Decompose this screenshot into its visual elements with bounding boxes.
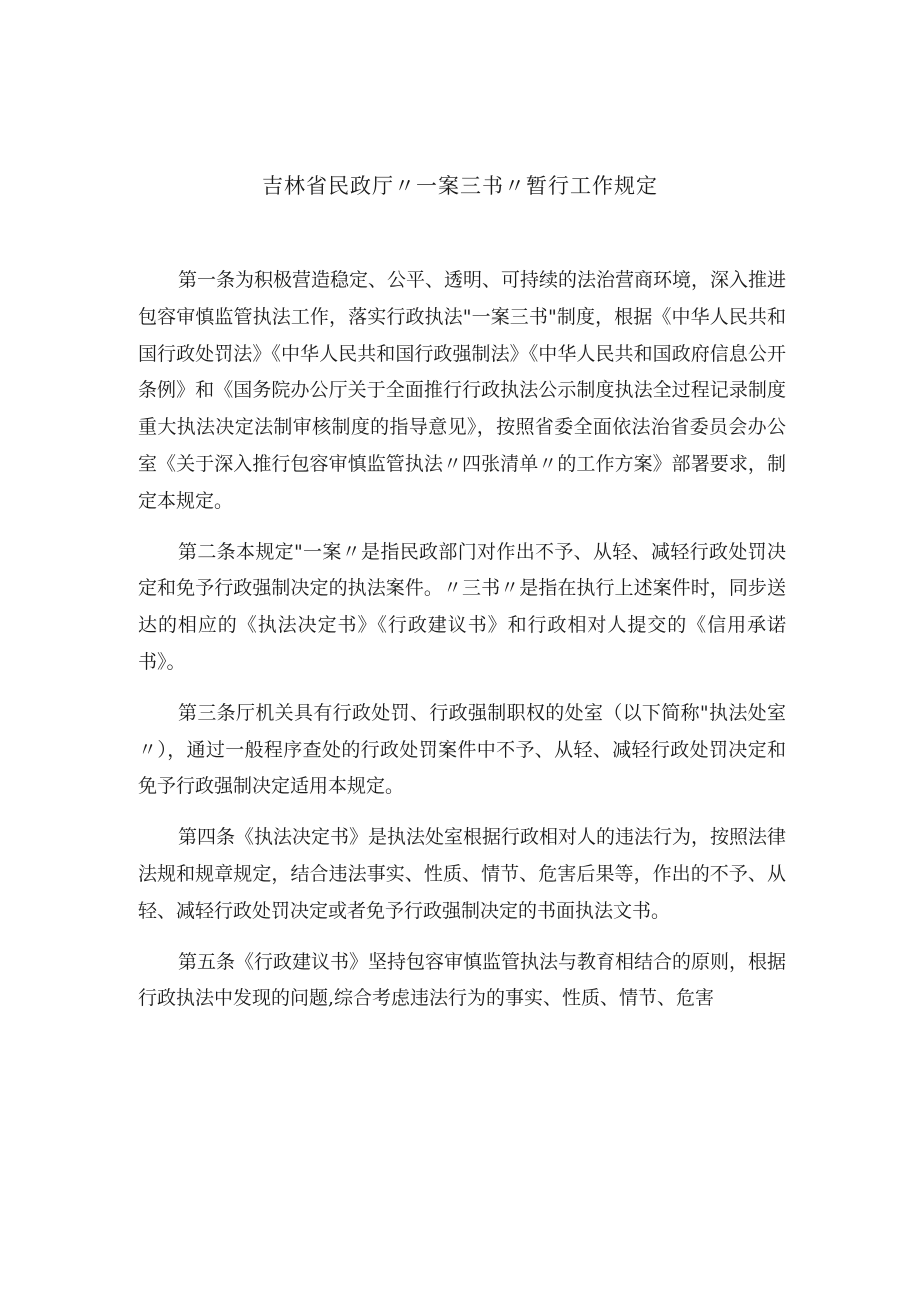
article-5-paragraph: 第五条《行政建议书》坚持包容审慎监管执法与教育相结合的原则，根据行政执法中发现的问题,综合考虑违法行为的事实、性质、情节、危害 <box>138 950 787 1010</box>
article-3-paragraph: 第三条厅机关具有行政处罚、行政强制职权的处室（以下简称"执法处室〃），通过一般程序查处的行政处罚案件中不予、从轻、减轻行政处罚决定和免予行政强制决定适用本规定。 <box>138 701 786 798</box>
document-body <box>138 262 786 1031</box>
article-4-paragraph: 第四条《执法决定书》是执法处室根据行政相对人的违法行为，按照法律法规和规章规定，结合违法事实、性质、情节、危害后果等，作出的不予、从轻、减轻行政处罚决定或者免予行政强制决定的书面执法文书。 <box>138 826 787 922</box>
document-title: 吉林省民政厅〃一案三书〃暂行工作规定 <box>262 174 658 198</box>
article-2-paragraph: 第二条本规定"一案〃是指民政部门对作出不予、从轻、减轻行政处罚决定和免予行政强制决定的执法案件。〃三书〃是指在执行上述案件时，同步送达的相应的《执法决定书》《行政建议书》和行政相对人提交的《信用承诺书》。 <box>138 540 786 673</box>
article-1-paragraph: 第一条为积极营造稳定、公平、透明、可持续的法治营商环境，深入推进包容审慎监管执法工作，落实行政执法"一案三书"制度，根据《中华人民共和国行政处罚法》《中华人民共和国行政强制法》《中华人民共和国政府信息公开条例》和《国务院办公厅关于全面推行行政执法公示制度执法全过程记录制度重大执法决定法制审核制度的指导意见》，按照省委全面依法治省委员会办公室《关于深入推行包容审慎监管执法〃四张清单〃的工作方案》部署要求，制定本规定。 <box>138 269 787 512</box>
